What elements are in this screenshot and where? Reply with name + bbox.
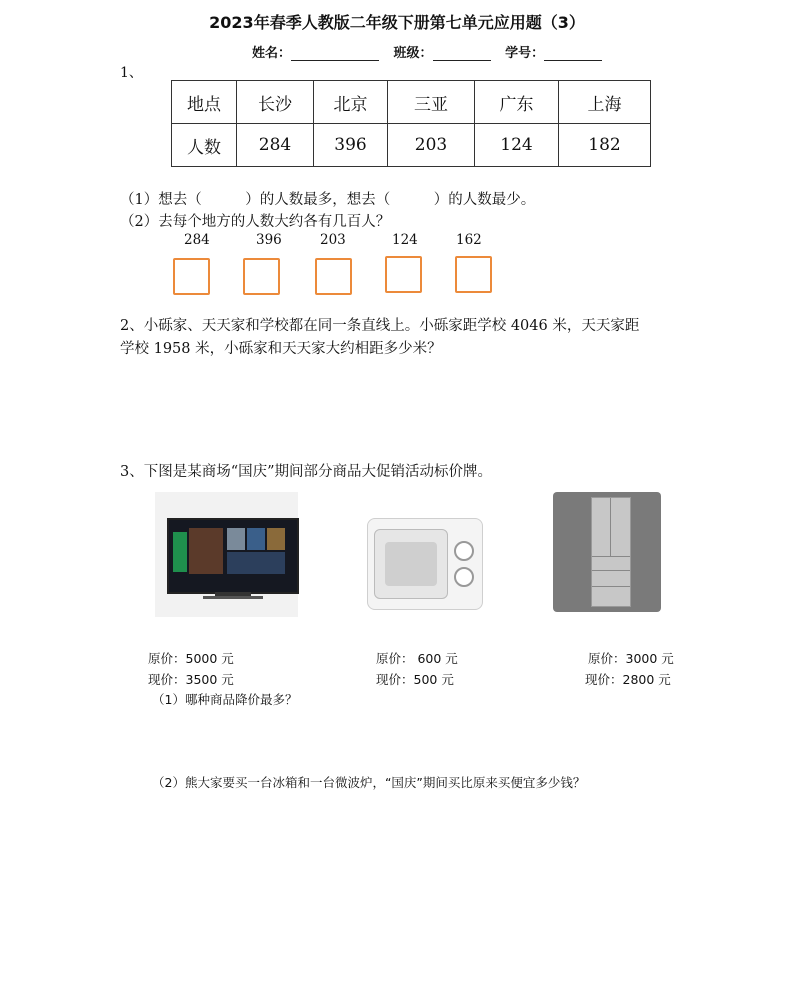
name-blank[interactable] <box>291 46 379 61</box>
box-label: 284 <box>184 232 210 248</box>
table-cell: 广东 <box>475 81 559 124</box>
question-2-line1: 2、小砾家、天天家和学校都在同一条直线上。小砾家距学校 4046 米，天天家距 <box>120 318 640 334</box>
microwave-original-price: 原价： 600 元 <box>376 651 458 666</box>
id-label: 学号： <box>505 46 545 61</box>
name-label: 姓名： <box>252 46 292 61</box>
microwave-current-price: 现价：500 元 <box>376 672 454 687</box>
table-cell: 三亚 <box>388 81 475 124</box>
answer-box[interactable] <box>243 258 280 295</box>
table-cell: 396 <box>314 124 388 167</box>
question-3-intro: 3、下图是某商场“国庆”期间部分商品大促销活动标价牌。 <box>120 464 493 480</box>
student-info-line <box>252 42 612 61</box>
question-1-sub2: （2）去每个地方的人数大约各有几百人？ <box>120 214 391 230</box>
fridge-image <box>553 492 661 612</box>
tv-original-price: 原价：5000 元 <box>148 651 234 666</box>
box-label: 162 <box>456 232 482 248</box>
table-cell: 地点 <box>172 81 237 124</box>
table-cell: 人数 <box>172 124 237 167</box>
tv-screen <box>167 518 299 594</box>
table-cell: 北京 <box>314 81 388 124</box>
answer-box[interactable] <box>385 256 422 293</box>
tv-current-price: 现价：3500 元 <box>148 672 234 687</box>
question-1-number: 1、 <box>120 65 143 81</box>
table-cell: 284 <box>237 124 314 167</box>
fridge-current-price: 现价：2800 元 <box>585 672 671 687</box>
tv-image <box>155 492 298 617</box>
table-cell: 长沙 <box>237 81 314 124</box>
page-title: 2023年春季人教版二年级下册第七单元应用题（3） <box>209 13 585 32</box>
box-label: 124 <box>392 232 418 248</box>
fridge-original-price: 原价：3000 元 <box>588 651 674 666</box>
population-table <box>171 80 651 167</box>
box-label: 203 <box>320 232 346 248</box>
question-3-sub2: （2）熊大家要买一台冰箱和一台微波炉，“国庆”期间买比原来买便宜多少钱？ <box>152 775 586 790</box>
answer-box[interactable] <box>315 258 352 295</box>
table-cell: 124 <box>475 124 559 167</box>
table-cell: 203 <box>388 124 475 167</box>
answer-box[interactable] <box>173 258 210 295</box>
question-3-sub1: （1）哪种商品降价最多？ <box>152 692 298 707</box>
table-row <box>172 81 651 124</box>
box-label: 396 <box>256 232 282 248</box>
microwave-image <box>367 518 483 612</box>
class-blank[interactable] <box>433 46 491 61</box>
question-2-line2: 学校 1958 米，小砾家和天天家大约相距多少米？ <box>120 341 442 357</box>
table-cell: 182 <box>559 124 651 167</box>
class-label: 班级： <box>393 46 433 61</box>
answer-box[interactable] <box>455 256 492 293</box>
table-cell: 上海 <box>559 81 651 124</box>
table-row <box>172 124 651 167</box>
id-blank[interactable] <box>544 46 602 61</box>
question-1-sub1: （1）想去（ ）的人数最多，想去（ ）的人数最少。 <box>120 192 536 208</box>
